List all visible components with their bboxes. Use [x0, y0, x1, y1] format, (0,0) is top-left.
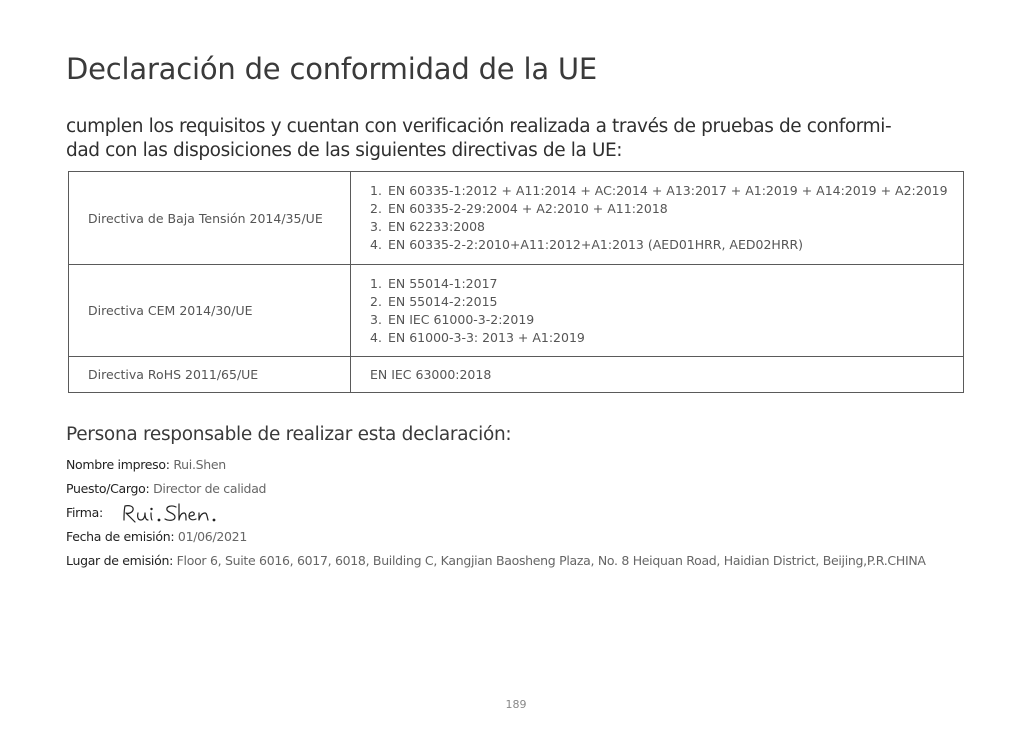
list-item: 3. EN 62233:2008 [370, 219, 486, 234]
position-field [66, 481, 266, 496]
directive-name-cell: Directiva de Baja Tensión 2014/35/UE [69, 172, 351, 265]
directive-name-cell: Directiva RoHS 2011/65/UE [69, 357, 351, 393]
list-item: 4. EN 60335-2-2:2010+A11:2012+A1:2013 (AED01HRR, AED02HRR) [370, 237, 804, 252]
standards-list [370, 275, 963, 347]
page-number: 189 [505, 698, 527, 711]
responsible-section-title: Persona responsable de realizar esta declaración: [66, 424, 512, 445]
list-item: 2. EN 55014-2:2015 [370, 293, 498, 309]
issue-place-field [66, 553, 926, 568]
intro-paragraph [66, 115, 966, 163]
field-value: Floor 6, Suite 6016, 6017, 6018, Building C, Kangjian Baosheng Plaza, No. 8 Heiquan Road, Haidian District, Beijing,P.R.CHINA [176, 553, 926, 568]
table-row [69, 357, 964, 393]
standards-list [370, 182, 963, 254]
field-label: Puesto/Cargo: [66, 481, 150, 496]
intro-line-2: dad con las disposiciones de las siguientes directivas de la UE: [66, 140, 623, 161]
table-row [69, 265, 964, 357]
issue-date-field [66, 529, 247, 544]
directives-table [68, 171, 964, 393]
field-label: Nombre impreso: [66, 457, 170, 472]
directive-standards-cell: EN IEC 63000:2018 [351, 357, 964, 393]
field-label: Lugar de emisión: [66, 553, 173, 568]
handwritten-signature [118, 500, 228, 526]
list-item: 1. EN 55014-1:2017 [370, 275, 498, 291]
directive-standards-cell [351, 172, 964, 265]
directive-standards-cell [351, 265, 964, 357]
intro-line-1: cumplen los requisitos y cuentan con verificación realizada a través de pruebas de conformi- [66, 116, 892, 137]
field-value: Rui.Shen [173, 457, 226, 472]
field-value: 01/06/2021 [177, 529, 247, 544]
field-label: Fecha de emisión: [66, 529, 175, 544]
printed-name-field [66, 457, 226, 472]
signature-field [66, 505, 103, 520]
list-item: 1. EN 60335-1:2012 + A11:2014 + AC:2014 + A13:2017 + A1:2019 + A14:2019 + A2:2019 [370, 183, 948, 198]
field-label: Firma: [66, 505, 103, 520]
field-value: Director de calidad [153, 481, 267, 496]
list-item: 2. EN 60335-2-29:2004 + A2:2010 + A11:2018 [370, 201, 668, 216]
directive-name-cell: Directiva CEM 2014/30/UE [69, 265, 351, 357]
table-row [69, 172, 964, 265]
list-item: 4. EN 61000-3-3: 2013 + A1:2019 [370, 329, 585, 345]
list-item: 3. EN IEC 61000-3-2:2019 [370, 311, 535, 327]
page-title: Declaración de conformidad de la UE [66, 52, 598, 86]
